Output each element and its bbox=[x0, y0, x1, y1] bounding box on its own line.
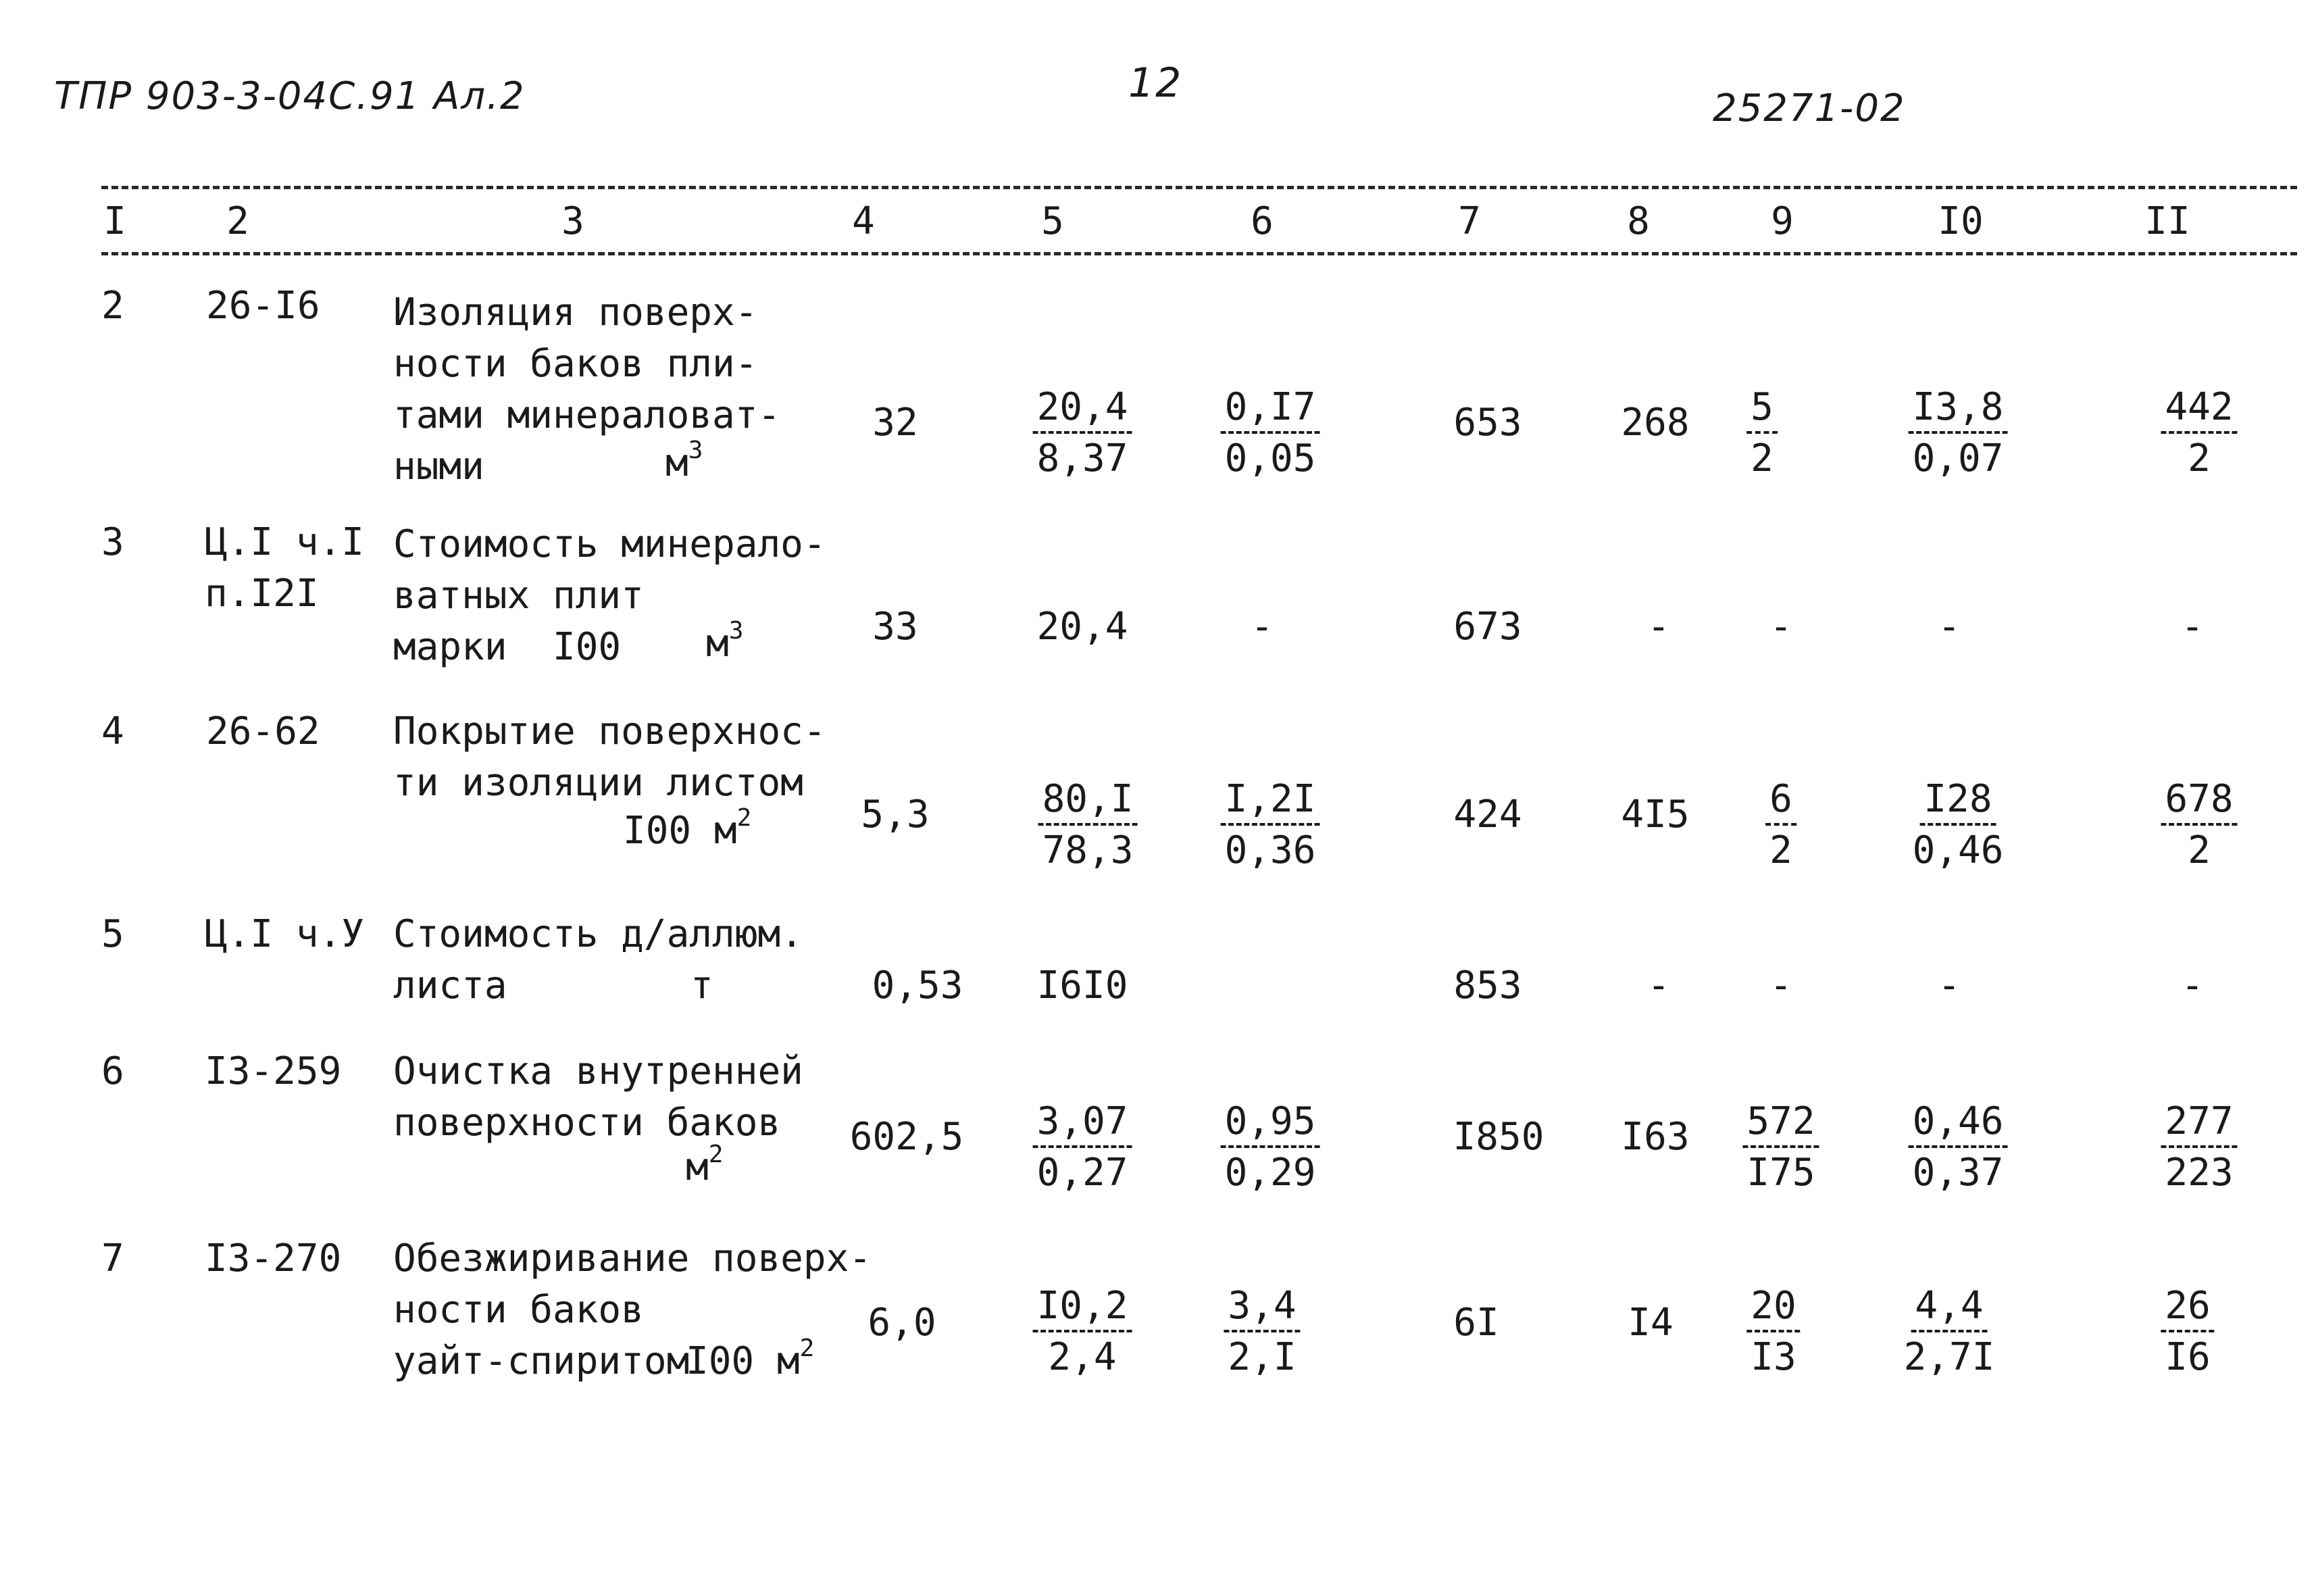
value-col7: 653 bbox=[1453, 401, 1522, 445]
fraction-col5: $\frac{3,07}{0,27}$ bbox=[1033, 1096, 1132, 1198]
work-name-line: марки I00 bbox=[393, 625, 622, 669]
norm-code: 26-I6 bbox=[206, 284, 320, 328]
value-col5: 20,4 bbox=[1036, 605, 1128, 649]
row-number: 2 bbox=[101, 284, 124, 328]
work-name-line: ности баков bbox=[393, 1288, 644, 1332]
value-col7: I850 bbox=[1453, 1115, 1544, 1159]
norm-code: Ц.I ч.У bbox=[205, 912, 365, 956]
fraction-col6: $\frac{0,I7}{0,05}$ bbox=[1221, 382, 1320, 484]
work-name-line: Обезжиривание поверх- bbox=[393, 1237, 872, 1280]
column-header-7: 7 bbox=[1458, 199, 1481, 243]
work-name-line: Очистка внутренней bbox=[393, 1049, 803, 1093]
value-col7: 424 bbox=[1453, 793, 1522, 837]
column-header-9: 9 bbox=[1771, 199, 1794, 243]
work-name-line: тами минераловат- bbox=[393, 393, 781, 437]
unit-label: $м^3$ bbox=[665, 437, 703, 485]
page-number: 12 bbox=[1128, 59, 1183, 107]
norm-code: I3-270 bbox=[205, 1237, 342, 1280]
quantity: 33 bbox=[872, 605, 918, 649]
unit-label: т bbox=[690, 964, 713, 1007]
fraction-col9: $\frac{6}{2}$ bbox=[1765, 774, 1796, 876]
project-code: ТПР 903-3-04С.91 Ал.2 bbox=[54, 74, 526, 118]
norm-code: п.I2I bbox=[205, 572, 319, 616]
row-number: 6 bbox=[101, 1049, 124, 1093]
norm-code: 26-62 bbox=[206, 709, 320, 753]
work-name-line: ными bbox=[393, 445, 484, 489]
column-header-3: 3 bbox=[561, 199, 584, 243]
value-col6: - bbox=[1251, 605, 1274, 649]
fraction-col9: $\frac{572}{I75}$ bbox=[1742, 1096, 1819, 1198]
row-number: 4 bbox=[101, 709, 124, 753]
value-col8: 4I5 bbox=[1621, 793, 1690, 837]
fraction-col11: $\frac{277}{223}$ bbox=[2161, 1096, 2237, 1198]
norm-code: Ц.I ч.I bbox=[205, 520, 365, 564]
table-header-rule bbox=[101, 252, 2297, 255]
quantity: 5,3 bbox=[861, 793, 930, 837]
value-col10: - bbox=[1938, 605, 1961, 649]
value-col8: - bbox=[1647, 964, 1670, 1007]
column-header-6: 6 bbox=[1251, 199, 1274, 243]
work-name-line: Изоляция поверх- bbox=[393, 291, 758, 334]
value-col7: 6I bbox=[1453, 1301, 1499, 1345]
value-col10: - bbox=[1938, 964, 1961, 1007]
fraction-col6: $\frac{0,95}{0,29}$ bbox=[1221, 1096, 1320, 1198]
row-number: 7 bbox=[101, 1237, 124, 1280]
work-name-line: ти изоляции листом bbox=[393, 761, 803, 805]
row-number: 3 bbox=[101, 520, 124, 564]
work-name-line: листа bbox=[393, 964, 507, 1007]
column-header-8: 8 bbox=[1627, 199, 1650, 243]
work-name-line: уайт-спиритом bbox=[393, 1339, 690, 1383]
fraction-col10: $\frac{I28}{0,46}$ bbox=[1912, 777, 2004, 872]
value-col11: - bbox=[2181, 605, 2204, 649]
quantity: 0,53 bbox=[872, 964, 963, 1007]
value-col9: - bbox=[1769, 605, 1792, 649]
value-col11: - bbox=[2181, 964, 2204, 1007]
value-col8: - bbox=[1647, 605, 1670, 649]
quantity: 6,0 bbox=[867, 1301, 936, 1345]
fraction-col9: $\frac{5}{2}$ bbox=[1746, 382, 1778, 484]
value-col8: 268 bbox=[1621, 401, 1690, 445]
unit-label: I00 $м^2$ bbox=[623, 804, 752, 853]
value-col8: I4 bbox=[1628, 1301, 1674, 1345]
fraction-col10: $\frac{0,46}{0,37}$ bbox=[1909, 1096, 2008, 1198]
fraction-col10: $\frac{4,4}{2,7I}$ bbox=[1903, 1284, 1995, 1379]
unit-label: $м^3$ bbox=[706, 617, 744, 666]
fraction-col11: $\frac{442}{2}$ bbox=[2161, 382, 2237, 484]
value-col9: - bbox=[1769, 964, 1792, 1007]
column-header-1: I bbox=[103, 199, 126, 243]
unit-label: I00 $м^2$ bbox=[686, 1335, 815, 1383]
column-header-11: II bbox=[2144, 199, 2190, 243]
fraction-col11: $\frac{26}{I6}$ bbox=[2161, 1280, 2214, 1382]
fraction-col11: $\frac{678}{2}$ bbox=[2161, 774, 2237, 876]
value-col7: 673 bbox=[1453, 605, 1522, 649]
work-name-line: Стоимость д/аллюм. bbox=[393, 912, 803, 956]
fraction-col6: $\frac{3,4}{2,I}$ bbox=[1224, 1280, 1300, 1382]
work-name-line: Покрытие поверхнос- bbox=[393, 709, 826, 753]
table-top-rule bbox=[101, 186, 2297, 189]
work-name-line: ватных плит bbox=[393, 574, 644, 618]
fraction-col9: $\frac{20}{I3}$ bbox=[1746, 1280, 1800, 1382]
column-header-5: 5 bbox=[1041, 199, 1064, 243]
norm-code: I3-259 bbox=[205, 1049, 342, 1093]
work-name-line: Стоимость минерало- bbox=[393, 522, 826, 566]
fraction-col5: $\frac{I0,2}{2,4}$ bbox=[1033, 1280, 1132, 1382]
column-header-2: 2 bbox=[226, 199, 249, 243]
work-name-line: ности баков пли- bbox=[393, 342, 758, 386]
column-header-4: 4 bbox=[852, 199, 875, 243]
value-col7: 853 bbox=[1453, 964, 1522, 1007]
value-col5: I6I0 bbox=[1036, 964, 1128, 1007]
work-name-line: поверхности баков bbox=[393, 1101, 781, 1145]
fraction-col6: $\frac{I,2I}{0,36}$ bbox=[1221, 774, 1320, 876]
column-header-10: I0 bbox=[1938, 199, 1984, 243]
document-number: 25271-02 bbox=[1713, 86, 1906, 130]
value-col8: I63 bbox=[1621, 1115, 1690, 1159]
fraction-col10: $\frac{I3,8}{0,07}$ bbox=[1909, 382, 2008, 484]
quantity: 32 bbox=[872, 401, 918, 445]
row-number: 5 bbox=[101, 912, 124, 956]
unit-label: $м^2$ bbox=[686, 1141, 724, 1189]
fraction-col5: $\frac{20,4}{8,37}$ bbox=[1033, 382, 1132, 484]
quantity: 602,5 bbox=[849, 1115, 964, 1159]
fraction-col5: $\frac{80,I}{78,3}$ bbox=[1038, 774, 1138, 876]
